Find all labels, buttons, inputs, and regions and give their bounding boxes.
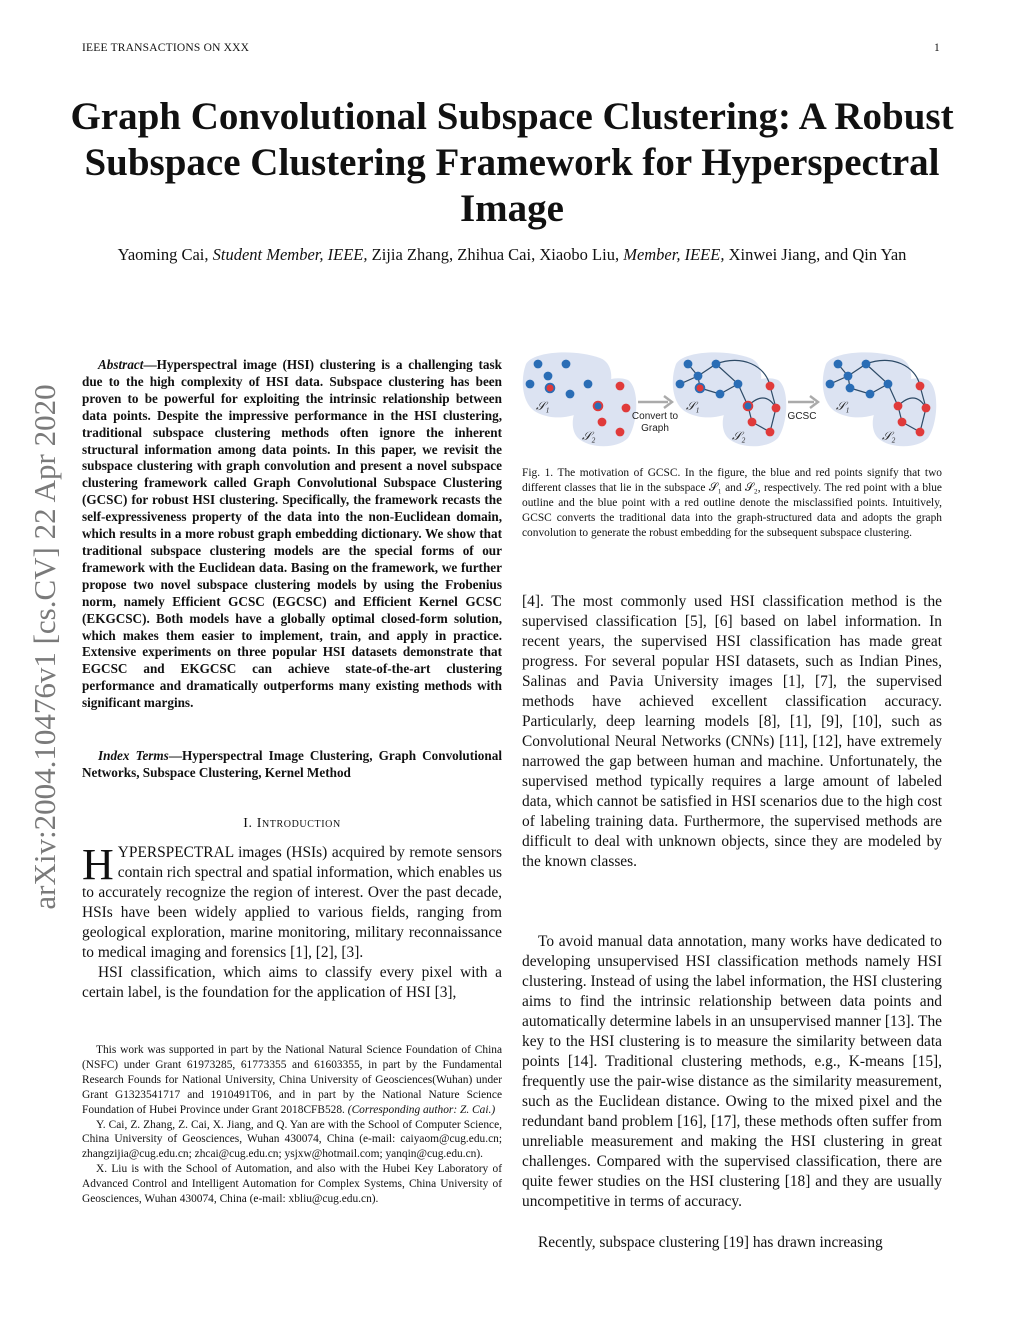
figure-1-graphic bbox=[522, 350, 942, 454]
red-point bbox=[916, 382, 925, 391]
s1-label-panel-2: 𝒮₁ bbox=[686, 399, 700, 413]
blue-point bbox=[544, 372, 553, 381]
red-point bbox=[598, 418, 607, 427]
misclassified-blue-point bbox=[744, 402, 753, 411]
red-point bbox=[772, 404, 781, 413]
corrected-blue-point bbox=[846, 384, 855, 393]
blue-point bbox=[562, 360, 571, 369]
arrow1-label-line2: Graph bbox=[641, 423, 669, 434]
panel-raw-data bbox=[523, 352, 636, 446]
blue-point bbox=[712, 360, 721, 369]
abstract-text: —Hyperspectral image (HSI) clustering is a challenging task due to the high complexity of HSI data. Subspace clustering has been proven to be powerful for exploiting the intrinsic relationship between data points. Despite the impressive performance in the HSI clustering, traditional subspace clustering methods often ignore the inherent structural information among data points. In this paper, we revisit the subspace clustering with graph convolution and present a novel subspace clustering framework called Graph Convolutional Subspace Clustering (GCSC) for robust HSI clustering. Specifically, the framework recasts the self-expressiveness property of the data into the non-Euclidean domain, which results in a more robust graph embedding dictionary. We show that traditional subspace clustering models are the special forms of our framework with the Euclidean data. Basing on the framework, we further propose two novel subspace clustering models by using the Frobenius norm, namely Efficient GCSC (EGCSC) and Efficient Kernel GCSC (EKGCSC). Both models have a globally optimal closed-form solution, which makes them easier to implement, train, and apply in practice. Extensive experiments on three popular HSI datasets demonstrate that EGCSC and EKGCSC can achieve state-of-the-art clustering performance and dramatically outperforms many existing methods with significant margins. bbox=[82, 357, 502, 711]
arrow-convert-to-graph bbox=[632, 396, 679, 434]
blue-point bbox=[566, 390, 575, 399]
footnote-affiliation-2: X. Liu is with the School of Automation, and also with the Hubei Key Laboratory of Advanced Control and Intelligent Automation for Complex Systems, China University of Geosciences, Wuhan 430074, China (e-mail: xbliu@cug.edu.cn). bbox=[82, 1163, 502, 1206]
right-paragraph-2: To avoid manual data annotation, many works have dedicated to developing unsupervised HSI classification methods namely HSI clustering. Instead of using the label information, the HSI clustering aims to find the intrinsic relationship between data points and automatically determine labels in an unsupervised manner [13]. The key to the HSI clustering is to measure the similarity between data points [14]. Traditional clustering methods, e.g., K-means [15], frequently use the pair-wise distance as the similarity measurement, such as the Euclidean distance. Owing to the mixed pixel and the redundant band problem [16], [17], these methods often suffer from unreliable measurement and making the HSI clustering in great challenges. Compared with the supervised classification, there are quite fewer studies on the HSI clustering [18] and they are usually uncompetitive in terms of accuracy. bbox=[522, 933, 942, 1210]
red-point bbox=[616, 428, 625, 437]
blue-point bbox=[676, 380, 685, 389]
membership-2: Member, IEEE, bbox=[623, 245, 725, 264]
corrected-red-point bbox=[894, 402, 903, 411]
section-number: I. bbox=[243, 816, 253, 831]
blue-point bbox=[862, 360, 871, 369]
paper-title: Graph Convolutional Subspace Clustering: A Robust Subspace Clustering Framework for Hyperspectral Image bbox=[70, 95, 954, 230]
panel-gcsc-result bbox=[823, 352, 936, 446]
abstract bbox=[82, 357, 502, 712]
blue-point bbox=[884, 380, 893, 389]
red-point bbox=[766, 382, 775, 391]
section-title: Introduction bbox=[256, 816, 341, 831]
blue-point bbox=[684, 360, 693, 369]
index-terms-label: Index Terms bbox=[98, 748, 169, 763]
red-point bbox=[898, 418, 907, 427]
section-heading bbox=[82, 816, 502, 832]
index-terms bbox=[82, 748, 502, 782]
blue-point bbox=[694, 372, 703, 381]
red-point bbox=[622, 404, 631, 413]
author-group-2: Zijia Zhang, Zhihua Cai, Xiaobo Liu, bbox=[371, 245, 620, 264]
blue-point bbox=[834, 360, 843, 369]
misclassified-blue-point bbox=[594, 402, 603, 411]
author-group-3: Xinwei Jiang, and Qin Yan bbox=[728, 245, 907, 264]
red-point bbox=[766, 428, 775, 437]
index-terms-text: —Hyperspectral Image Clustering, Graph Convolutional Networks, Subspace Clustering, Kernel Method bbox=[82, 748, 502, 780]
s2-label-panel-3: 𝒮₂ bbox=[882, 429, 896, 443]
arrow-gcsc bbox=[788, 396, 818, 422]
running-header: IEEE TRANSACTIONS ON XXX bbox=[82, 42, 250, 54]
right-paragraph-3: Recently, subspace clustering [19] has drawn increasing bbox=[538, 1234, 883, 1251]
blue-point bbox=[734, 380, 743, 389]
figure-caption: Fig. 1. The motivation of GCSC. In the figure, the blue and red points signify that two different classes that lie in the subspace 𝒮₁ and 𝒮₂, respectively. The red point with a blue outline and the blue point with a red outline denote the misclassified points. Intuitively, GCSC converts the traditional data into the graph-structured data and adopts the graph convolution to generate the robust embedding for the subsequent subspace clustering. bbox=[522, 467, 942, 539]
membership-1: Student Member, IEEE, bbox=[212, 245, 368, 264]
footnote-funding-text: This work was supported in part by the National Natural Science Foundation of China (NSFC) under Grant 61973285, 61773355 and 61603355, in part by the Fundamental Research Founds for National University, China University of Geosciences(Wuhan) under Grant G1323541717 and 1910491T06, and in part by the National Nature Science Foundation of Hubei Province under Grant 2018CFB528. bbox=[82, 1044, 502, 1116]
blue-point bbox=[826, 380, 835, 389]
corresponding-author: (Corresponding author: Z. Cai.) bbox=[347, 1103, 496, 1116]
red-point bbox=[922, 404, 931, 413]
right-paragraph-1: [4]. The most commonly used HSI classification method is the supervised classification [5], [6] based on label information. In recent years, the supervised HSI classification has made great progress. For several popular HSI datasets, such as Indian Pines, Salinas and Pavia University images [1], [7], the supervised methods have achieved excellent classification accuracy. Particularly, deep learning models [8], [1], [9], [10], such as Convolutional Neural Networks (CNNs) [11], [12], have extremely narrowed the gap between human and machine. Unfortunately, the supervised method typically requires a large amount of labeled data, which cannot be satisfied in HSI scenarios due to the high cost of labeling training data. Furthermore, the supervised methods are difficult to deal with unknown objects, since they are modeled by the known classes. bbox=[522, 593, 942, 870]
blue-point bbox=[716, 390, 725, 399]
blue-point bbox=[526, 380, 535, 389]
s1-label-panel-3: 𝒮₁ bbox=[836, 399, 850, 413]
blue-point bbox=[844, 372, 853, 381]
blue-point bbox=[534, 360, 543, 369]
blue-point bbox=[584, 380, 593, 389]
figure-1 bbox=[522, 350, 942, 454]
footnote-funding bbox=[82, 1043, 502, 1118]
misclassified-red-point bbox=[696, 384, 705, 393]
author-group-1: Yaoming Cai, bbox=[117, 245, 209, 264]
arxiv-stamp bbox=[27, 352, 62, 942]
drop-cap: H bbox=[82, 840, 114, 889]
s2-label-panel-1: 𝒮₂ bbox=[582, 429, 596, 443]
s1-label-panel-1: 𝒮₁ bbox=[536, 399, 550, 413]
intro-paragraph-1-text: YPERSPECTRAL images (HSIs) acquired by remote sensors contain rich spectral and spatial information, which enables us to accurately recognize the region of interest. Over the past decade, HSIs have been widely applied to various fields, ranging from geological exploration, marine monitoring, military reconnaissance to medical imaging and forensics [1], [2], [3]. bbox=[82, 844, 502, 961]
s2-label-panel-2: 𝒮₂ bbox=[732, 429, 746, 443]
intro-text bbox=[82, 840, 502, 1003]
panel-graph bbox=[673, 352, 786, 446]
abstract-label: Abstract bbox=[98, 357, 144, 372]
arrow1-label-line1: Convert to bbox=[631, 411, 679, 422]
footnote bbox=[82, 1043, 502, 1207]
page-number: 1 bbox=[934, 42, 940, 54]
red-point bbox=[748, 418, 757, 427]
footnote-affiliation-1: Y. Cai, Z. Zhang, Z. Cai, X. Jiang, and Q. Yan are with the School of Computer Science, China University of Geosciences, Wuhan 430074, China (e-mail: caiyaom@cug.edu.cn; zhangzijia@cug.edu.cn; zhcai@cug.edu.cn; ysjxw@hotmail.com; yanqin@cug.edu.cn). bbox=[82, 1118, 502, 1161]
intro-paragraph-1 bbox=[82, 840, 502, 963]
blue-point bbox=[866, 390, 875, 399]
red-point bbox=[916, 428, 925, 437]
misclassified-red-point bbox=[546, 384, 555, 393]
author-list bbox=[110, 243, 914, 266]
intro-paragraph-2: HSI classification, which aims to classify every pixel with a certain label, is the foundation for the application of HSI [3], bbox=[82, 964, 502, 1001]
arxiv-stamp-text: arXiv:2004.10476v1 [cs.CV] 22 Apr 2020 bbox=[27, 384, 62, 910]
red-point bbox=[616, 382, 625, 391]
arrow2-label: GCSC bbox=[787, 411, 817, 422]
